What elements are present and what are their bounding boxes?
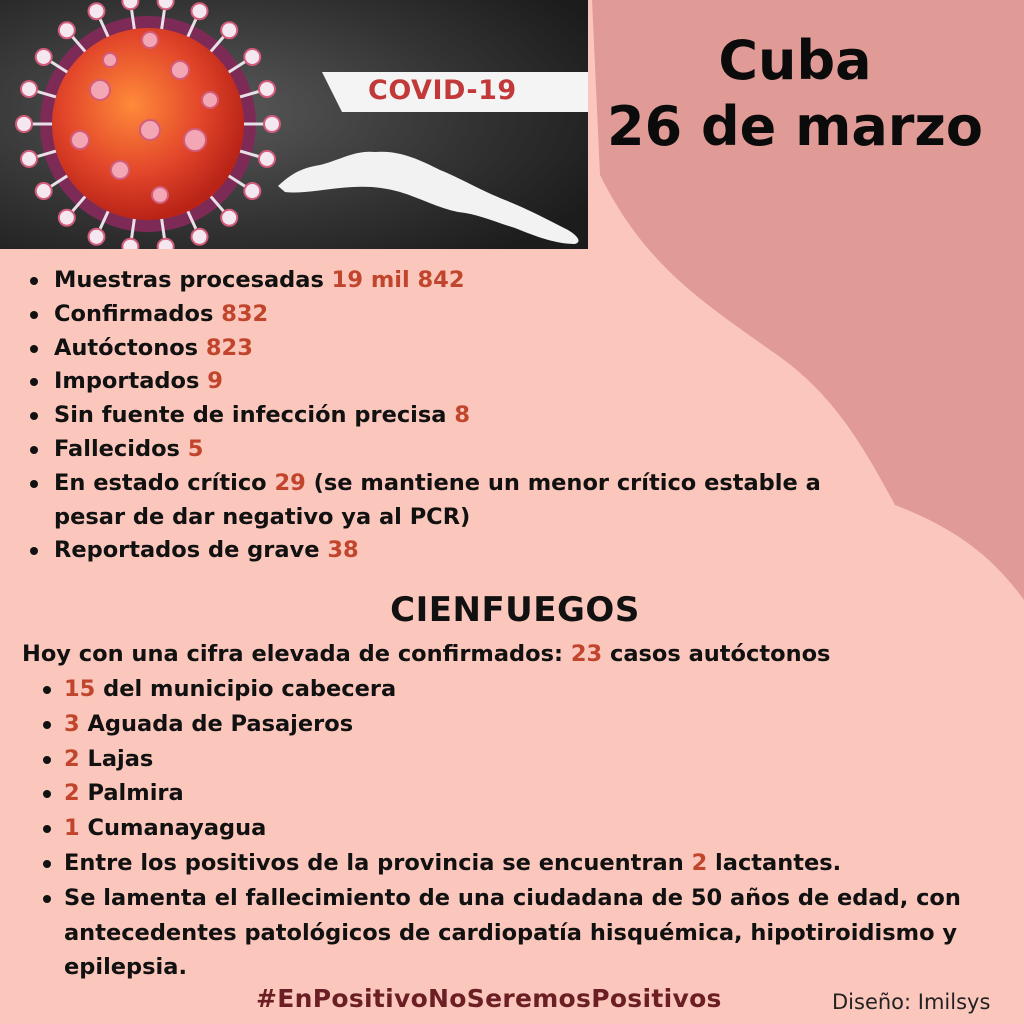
virus-spike-tip [192, 3, 208, 19]
page-title [590, 28, 1000, 160]
virus-spike-tip [36, 49, 52, 65]
stat-item: Reportados de grave 38 [28, 534, 828, 568]
cienfuegos-lead: Hoy con una cifra elevada de confirmados: 23 casos autóctonos [22, 641, 831, 667]
virus-spike-tip [21, 81, 37, 97]
stat-value: 9 [207, 368, 223, 395]
stat-item: Fallecidos 5 [28, 433, 828, 467]
virus-spike-tip [122, 0, 138, 9]
list-item: Entre los positivos de la provincia se encuentran 2 lactantes. [40, 846, 1000, 881]
virus-spike-tip [259, 151, 275, 167]
stat-value: 823 [205, 334, 253, 361]
list-item: Se lamenta el fallecimiento de una ciudadana de 50 años de edad, con antecedentes patológicos de cardiopatía hisquémica, hipotiroidismo y epilepsia. [40, 881, 1000, 985]
stat-value: 5 [187, 435, 204, 462]
hashtag: #EnPositivoNoSeremosPositivos [256, 984, 722, 1013]
stat-item: Autóctonos 823 [28, 332, 828, 366]
title-country: Cuba [718, 29, 872, 92]
stat-value: 832 [221, 300, 269, 327]
virus-spike-tip [21, 151, 37, 167]
virus-spike-tip [221, 22, 237, 38]
virus-spike-tip [221, 210, 237, 226]
virus-spike-tip [16, 116, 32, 132]
virus-spike-tip [36, 183, 52, 199]
stat-item: En estado crítico 29 (se mantiene un menor crítico estable a pesar de dar negativo ya al PCR) [28, 467, 828, 535]
stat-value: 8 [454, 402, 470, 429]
covid-banner [0, 0, 588, 249]
list-item: 3 Aguada de Pasajeros [40, 707, 1000, 742]
cienfuegos-list [40, 672, 1000, 985]
stat-value: 38 [327, 537, 359, 564]
list-item: 2 Palmira [40, 776, 1000, 811]
stat-value: 19 mil 842 [331, 267, 465, 293]
covid-label: COVID-19 [368, 75, 517, 106]
list-item: 1 Cumanayagua [40, 811, 1000, 846]
list-item: 15 del municipio cabecera [40, 672, 1000, 707]
title-date: 26 de marzo [607, 95, 983, 158]
virus-spike-tip [88, 229, 104, 245]
covid-label-banner [322, 72, 588, 112]
stat-item: Muestras procesadas 19 mil 842 [28, 264, 828, 298]
national-stats-list [28, 264, 828, 568]
stat-item: Importados 9 [28, 365, 828, 399]
virus-spike-tip [244, 183, 260, 199]
virus-spike-tip [244, 49, 260, 65]
virus-spike-tip [259, 81, 275, 97]
stat-value: 29 [274, 469, 306, 496]
stat-item: Sin fuente de infección precisa 8 [28, 399, 828, 433]
stat-item: Confirmados 832 [28, 298, 828, 332]
virus-spike-tip [122, 239, 138, 249]
lead-value: 23 [570, 641, 603, 667]
virus-spike-tip [88, 3, 104, 19]
cienfuegos-heading: CIENFUEGOS [390, 590, 640, 630]
list-item: 2 Lajas [40, 742, 1000, 777]
virus-spike-tip [264, 116, 280, 132]
virus-spike-tip [158, 0, 174, 9]
virus-spike-tip [59, 210, 75, 226]
virus-spike-tip [158, 239, 174, 249]
design-credit: Diseño: Imilsys [832, 990, 991, 1014]
virus-spike-tip [59, 22, 75, 38]
virus-spike-tip [192, 229, 208, 245]
